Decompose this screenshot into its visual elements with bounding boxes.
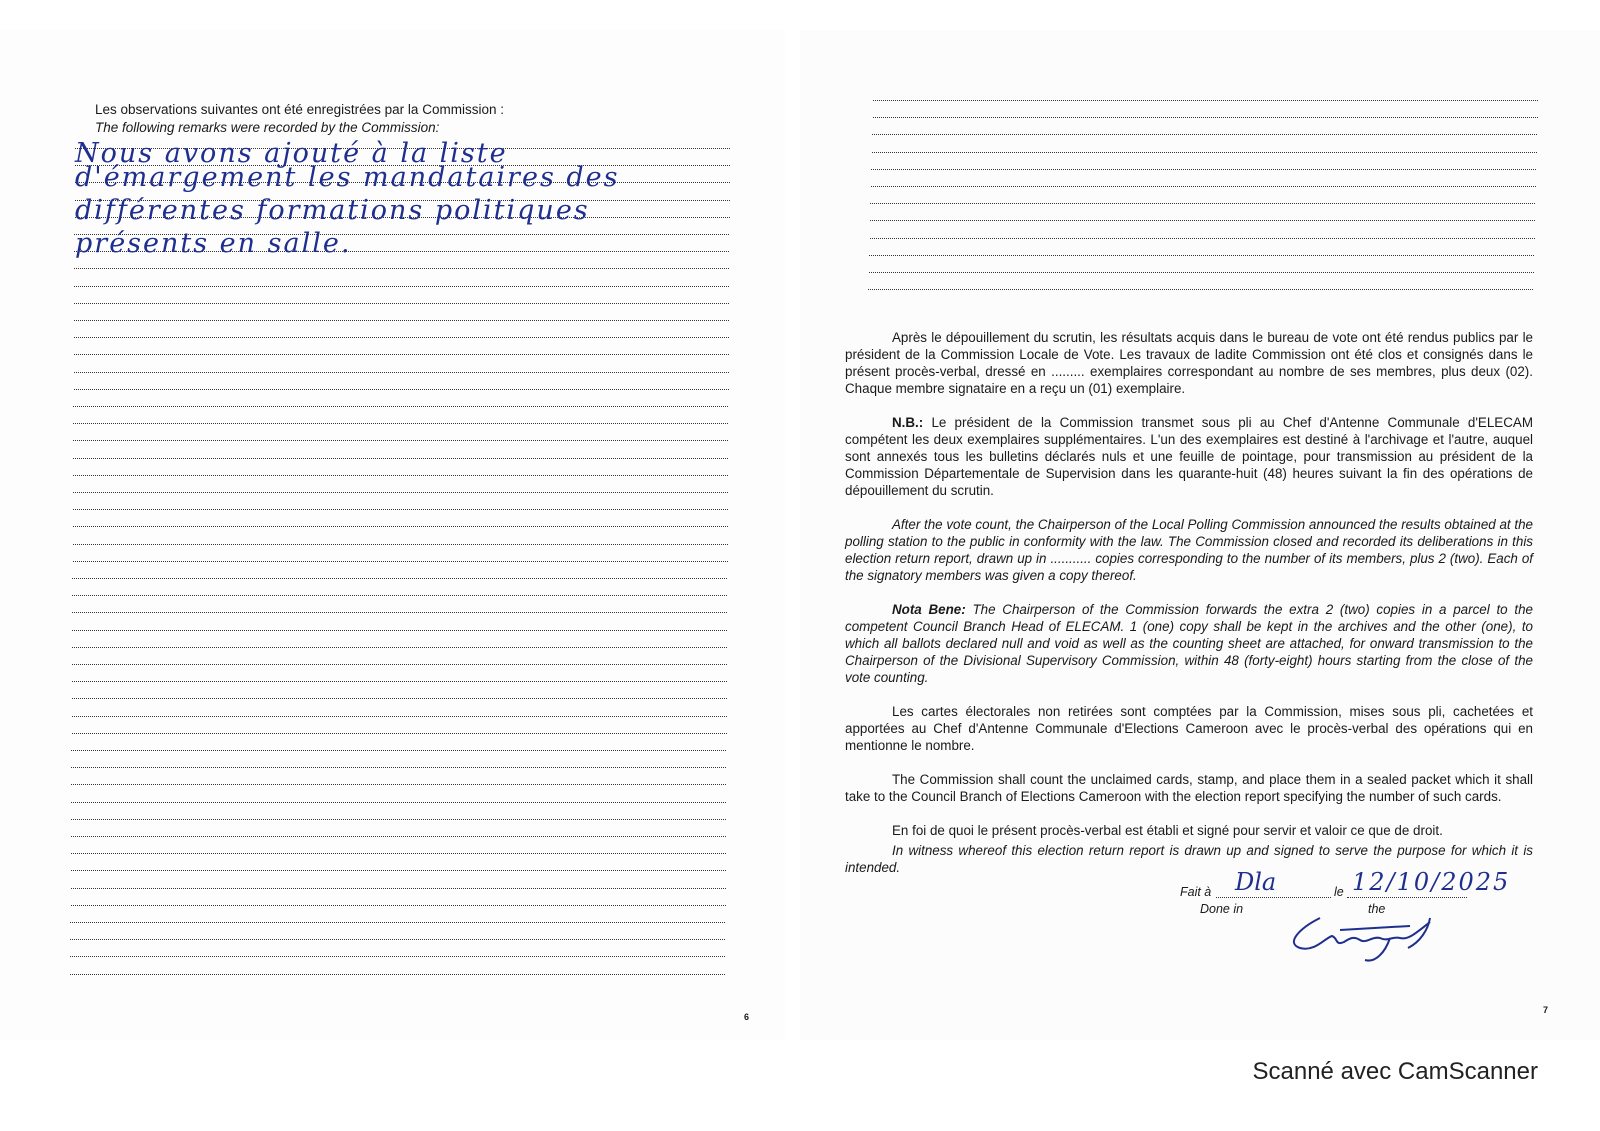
signature-image [1280, 908, 1450, 968]
dotted-rule [74, 354, 729, 355]
page-number-right: 7 [1543, 1005, 1549, 1015]
dotted-rule [73, 440, 728, 441]
nota-bene-label: Nota Bene: [892, 602, 966, 617]
dotted-rule [870, 238, 1535, 239]
paragraph-nb-fr: Le président de la Commission transmet sous pli au Chef d'Antenne Communale d'ELECAM compétent les deux exemplaires supplémentaires. L'un des exemplaires est destiné à l'archivage et l'autre, auquel sont annexés tous les bulletins déclarés nuls et une feuille de pointage, pour transmission au président de la Commission Départementale de Supervision dans les quarante-huit (48) heures suivant la fin des opérations de dépouillement du scrutin. [845, 415, 1533, 498]
dotted-rule [71, 870, 726, 871]
dotted-rule [869, 255, 1534, 256]
paragraph-results-fr: Après le dépouillement du scrutin, les résultats acquis dans le bureau de vote ont été rendus publics par le président de la Commission Locale de Vote. Les travaux de ladite Commission ont été clos et consignés dans le présent procès-verbal, dressé en ......... exemplaires correspondant au nombre de ses membres, plus deux (02). Chaque membre signataire en a reçu un (01) exemplaire. [845, 330, 1533, 396]
dotted-rule [872, 152, 1537, 153]
dotted-rule [74, 389, 729, 390]
paragraph-witness-en: In witness whereof this election return report is drawn up and signed to serve the purpose for which it is intended. [845, 843, 1533, 875]
dotted-rule [72, 578, 727, 579]
dotted-rule [871, 186, 1536, 187]
dotted-rule [73, 544, 728, 545]
handwritten-remark-line: Nous avons ajouté à la liste [75, 138, 508, 169]
dotted-rule [70, 939, 725, 940]
dotted-rule [72, 612, 727, 613]
dotted-rule [72, 733, 727, 734]
paragraph-results-en: After the vote count, the Chairperson of the Local Polling Commission announced the results obtained at the polling station to the public in conformity with the law. The Commission closed and recorded its deliberations in this election return report, drawn up in ........... copies corresponding to the number of its members, plus 2 (two). Each of the signatory members was given a copy thereof. [845, 517, 1533, 583]
dotted-rule [73, 475, 728, 476]
dotted-rule [70, 974, 725, 975]
dotted-rule [72, 664, 727, 665]
handwritten-date: 12/10/2025 [1352, 868, 1511, 896]
dotted-rule [74, 372, 729, 373]
dotted-rule [73, 492, 728, 493]
dotted-rule [72, 595, 727, 596]
dotted-rule [72, 681, 727, 682]
dotted-rule [73, 458, 728, 459]
dotted-rule [71, 853, 726, 854]
place-line [1216, 897, 1331, 898]
dotted-rule [71, 905, 726, 906]
done-in-label: Done in [1200, 902, 1244, 916]
remarks-heading-en: The following remarks were recorded by the Commission: [95, 120, 440, 135]
le-label: le [1334, 885, 1344, 899]
dotted-rule [72, 647, 727, 648]
remarks-heading-fr: Les observations suivantes ont été enregistrées par la Commission : [95, 102, 504, 117]
handwritten-remark-line: d'émargement les mandataires des [75, 162, 620, 193]
nb-label: N.B.: [892, 415, 924, 430]
dotted-rule [72, 630, 727, 631]
dotted-rule [71, 888, 726, 889]
dotted-rule [74, 320, 729, 321]
dotted-rule [72, 698, 727, 699]
dotted-rule [73, 561, 728, 562]
dotted-rule [74, 286, 729, 287]
dotted-rule [70, 922, 725, 923]
dotted-rule [869, 272, 1534, 273]
dotted-rule [71, 767, 726, 768]
handwritten-place: Dla [1235, 868, 1277, 896]
dotted-rule [70, 956, 725, 957]
date-line [1347, 897, 1467, 898]
dotted-rule [73, 509, 728, 510]
dotted-rule [871, 169, 1536, 170]
fait-a-label: Fait à [1180, 885, 1212, 899]
dotted-rule [71, 836, 726, 837]
paragraph-cards-en: The Commission shall count the unclaimed cards, stamp, and place them in a sealed packet which it shall take to the Council Branch of Elections Cameroon with the election report specifying the number of such cards. [845, 772, 1533, 804]
handwritten-remark-line: présents en salle. [75, 228, 352, 259]
the-label: the [1368, 902, 1386, 916]
dotted-rule [73, 406, 728, 407]
handwritten-remark-line: différentes formations politiques [75, 195, 590, 226]
dotted-rule [872, 134, 1537, 135]
dotted-rule [870, 220, 1535, 221]
dotted-rule [74, 337, 729, 338]
dotted-rule [873, 117, 1538, 118]
paragraph-cards-fr: Les cartes électorales non retirées sont comptées par la Commission, mises sous pli, cachetées et apportées au Chef d'Antenne Communale d'Elections Cameroon avec le procès-verbal des opérations qui en mentionne le nombre. [845, 704, 1533, 753]
scanner-watermark: Scanné avec CamScanner [1252, 1058, 1538, 1085]
paragraph-nb-en: The Chairperson of the Commission forwards the extra 2 (two) copies in a parcel to the competent Council Branch Head of ELECAM. 1 (one) copy shall be kept in the archives and the other (one), to which all ballots declared null and void as well as the counting sheet are attached, for onward transmission to the Chairperson of the Divisional Supervisory Commission, within 48 (forty-eight) hours starting from the close of the vote counting. [845, 602, 1533, 685]
page-number-left: 6 [744, 1012, 750, 1022]
dotted-rule [73, 423, 728, 424]
dotted-rule [73, 526, 728, 527]
dotted-rule [71, 819, 726, 820]
dotted-rule [74, 268, 729, 269]
dotted-rule [868, 289, 1533, 290]
dotted-rule [71, 784, 726, 785]
dotted-rule [71, 802, 726, 803]
dotted-rule [71, 750, 726, 751]
dotted-rule [870, 203, 1535, 204]
dotted-rule [873, 100, 1538, 101]
paragraph-witness-fr: En foi de quoi le présent procès-verbal est établi et signé pour servir et valoir ce que de droit. [892, 823, 1443, 838]
report-text [845, 329, 1533, 876]
dotted-rule [72, 716, 727, 717]
dotted-rule [74, 303, 729, 304]
